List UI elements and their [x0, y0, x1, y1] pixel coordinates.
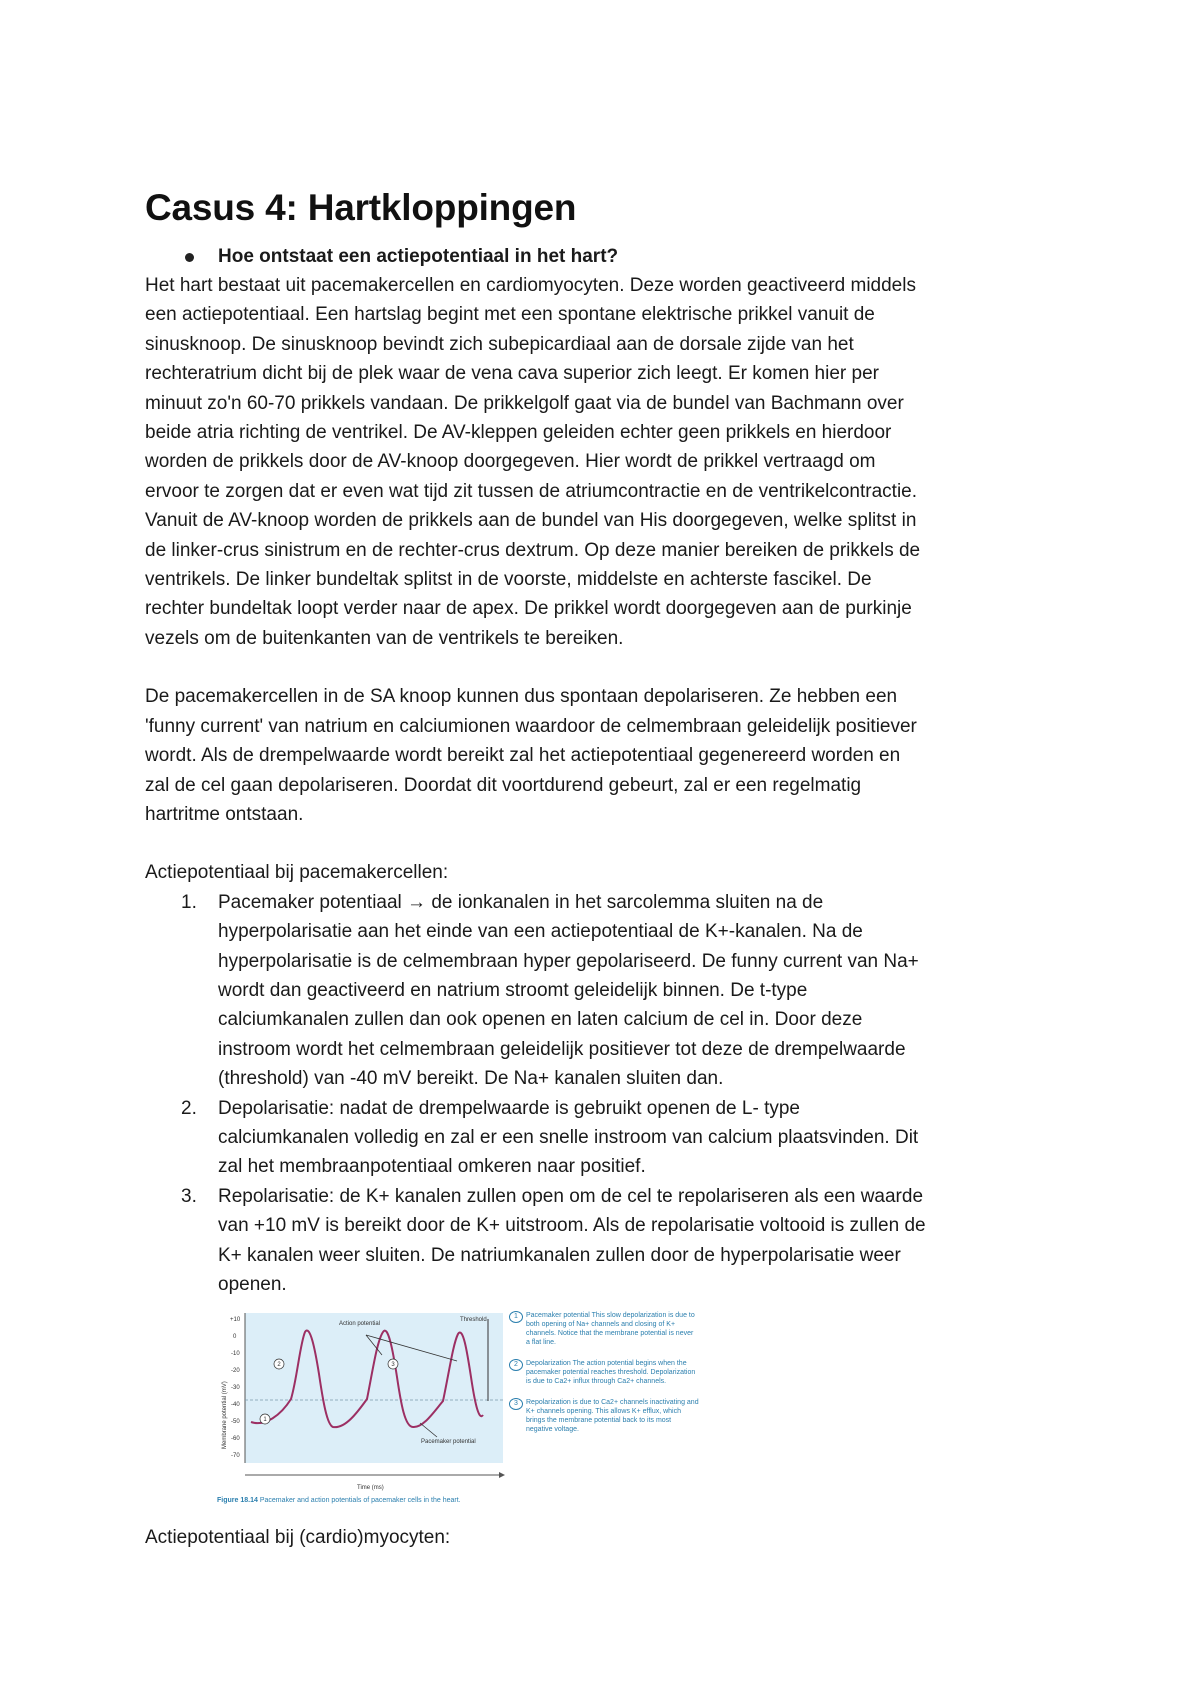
y-tick-label: -10: [231, 1351, 240, 1358]
figure-note: 3 Repolarization is due to Ca2+ channels inactivating and K+ channels opening. This allows K+ efflux, which brings the membrane potential back to its most negative voltage.: [509, 1398, 699, 1434]
paragraph-intro: Het hart bestaat uit pacemakercellen en cardiomyocyten. Deze worden geactiveerd middels een actiepotentiaal. Een hartslag begint met een spontane elektrische prikkel vanuit de sinusknoop. De sinusknoop bevindt zich subepicardiaal aan de dorsale zijde van het rechteratrium dicht bij de plek waar de vena cava superior zich leegt. Er komen hier per minuut zo'n 60-70 prikkels vandaan. De prikkelgolf gaat via de bundel van Bachmann over beide atria richting de ventrikel. De AV-kleppen geleiden echter geen prikkels en hierdoor worden de prikkels door de AV-knoop doorgegeven. Hier wordt de prikkel vertraagd om ervoor te zorgen dat er even wat tijd zit tussen de atriumcontractie en de ventrikelcontractie. Vanuit de AV-knoop worden de prikkels aan de bundel van His doorgegeven, welke splitst in de linker-crus sinistrum en de rechter-crus dextrum. Op deze manier bereiken de prikkels de ventrikels. De linker bundeltak splitst in de voorste, middelste en achterste fascikel. De rechter bundeltak loopt verder naar de apex. De prikkel wordt doorgegeven aan de purkinje vezels om de buitenkanten van de ventrikels te bereiken.: [145, 275, 921, 649]
threshold-label: Threshold: [460, 1317, 487, 1324]
y-tick-label: -60: [231, 1436, 240, 1443]
figure-note: 2 Depolarization The action potential begins when the pacemaker potential reaches threshold. Depolarization is due to Ca2+ influx through Ca2+ channels.: [509, 1359, 699, 1386]
figure-caption: Figure 18.14 Pacemaker and action potentials of pacemaker cells in the heart.: [217, 1497, 461, 1505]
pacemaker-figure: [217, 1309, 701, 1519]
pacemaker-label: Pacemaker potential: [421, 1439, 476, 1446]
list-item: 2. Depolarisatie: nadat de drempelwaarde is gebruikt openen de L- type calciumkanalen volledig en zal er een snelle instroom van calcium plaatsvinden. Dit zal het membraanpotentiaal omkeren naar positief.: [181, 1097, 919, 1178]
y-tick-label: -50: [231, 1419, 240, 1426]
y-tick-label: 0: [233, 1334, 237, 1341]
x-axis-arrow: [499, 1472, 505, 1478]
y-tick-label: -40: [231, 1402, 240, 1409]
numbered-list: [145, 888, 1065, 1300]
figure-notes: [509, 1311, 699, 1446]
document-content: [145, 186, 1065, 1553]
marker-2-label: 2: [277, 1362, 281, 1369]
paragraph-pacemaker: De pacemakercellen in de SA knoop kunnen dus spontaan depolariseren. Ze hebben een 'funny current' van natrium en calciumionen waardoor de celmembraan geleidelijk positiever wordt. Als de drempelwaarde wordt bereikt zal het actiepotentiaal gegenereerd worden en zal de cel gaan depolariseren. Doordat dit voortdurend gebeurt, zal er een regelmatig hartritme ontstaan.: [145, 686, 917, 825]
y-tick-label: -20: [231, 1368, 240, 1375]
y-tick-label: +10: [230, 1317, 241, 1324]
closing-line: Actiepotentiaal bij (cardio)myocyten:: [145, 1527, 451, 1549]
list-heading: Actiepotentiaal bij pacemakercellen:: [145, 862, 449, 884]
action-potential-graph: [217, 1309, 507, 1495]
question-bullet: [145, 243, 1065, 271]
marker-3-label: 3: [391, 1362, 395, 1369]
marker-1-label: 1: [263, 1417, 267, 1424]
question-text: Hoe ontstaat een actiepotentiaal in het hart?: [218, 246, 619, 267]
list-item: 1. Pacemaker potentiaal → de ionkanalen in het sarcolemma sluiten na de hyperpolarisatie aan het einde van een actiepotentiaal de K+-kanalen. Na de hyperpolarisatie is de celmembraan hyper gepolariseerd. De funny current van Na+ wordt dan geactiveerd en natrium stroomt geleidelijk binnen. De t-type calciumkanalen zullen dan ook openen en laten calcium de cel in. Door deze instroom wordt het celmembraan geleidelijk positiever tot deze de drempelwaarde (threshold) van -40 mV bereikt. De Na+ kanalen sluiten dan.: [181, 891, 919, 1090]
y-axis-label: Membrane potential (mV): [222, 1381, 228, 1450]
x-axis-label: Time (ms): [357, 1485, 384, 1492]
bullet-dot-icon: [185, 253, 194, 262]
figure-note: 1 Pacemaker potential This slow depolarization is due to both opening of Na+ channels and closing of K+ channels. Notice that the membrane potential is never a flat line.: [509, 1311, 699, 1347]
list-item: 3. Repolarisatie: de K+ kanalen zullen open om de cel te repolariseren als een waarde van +10 mV is bereikt door de K+ uitstroom. Als de repolarisatie voltooid is zullen de K+ kanalen weer sluiten. De natriumkanalen zullen door de hyperpolarisatie weer openen.: [181, 1185, 926, 1295]
y-tick-label: -70: [231, 1453, 240, 1460]
page-title: Casus 4: Hartkloppingen: [145, 187, 577, 228]
action-potential-label: Action potential: [339, 1321, 381, 1328]
y-tick-label: -30: [231, 1385, 240, 1392]
